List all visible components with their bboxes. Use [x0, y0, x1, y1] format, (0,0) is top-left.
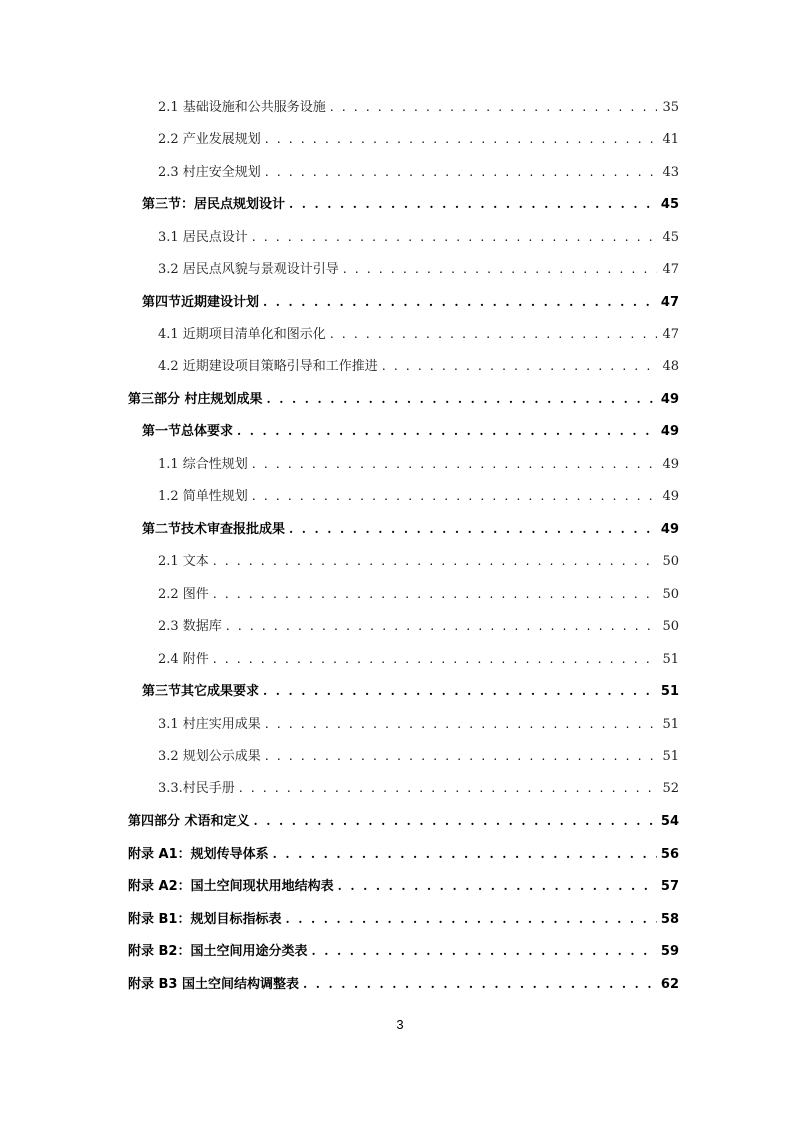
- toc-entry-title: 第三节：居民点规划设计: [142, 197, 286, 212]
- toc-entry-page: 51: [662, 749, 679, 764]
- dot-leader: [330, 324, 657, 344]
- toc-entry[interactable]: [128, 941, 679, 961]
- toc-entry-page: 57: [660, 879, 679, 894]
- toc-entry[interactable]: [158, 227, 679, 247]
- toc-entry[interactable]: [142, 519, 679, 539]
- toc-entry[interactable]: [158, 714, 679, 734]
- toc-entry-title: 第一节总体要求: [142, 424, 234, 439]
- toc-entry-title: 3.1 村庄实用成果: [158, 717, 261, 732]
- toc-entry[interactable]: [128, 876, 679, 896]
- toc-entry-title: 4.2 近期建设项目策略引导和工作推进: [158, 359, 378, 374]
- dot-leader: [289, 519, 657, 539]
- dot-leader: [285, 909, 656, 929]
- dot-leader: [226, 616, 657, 636]
- dot-leader: [273, 844, 657, 864]
- dot-leader: [237, 421, 657, 441]
- toc-entry[interactable]: [158, 162, 679, 182]
- toc-entry-title: 第二节技术审查报批成果: [142, 522, 286, 537]
- toc-entry-title: 第四节近期建设计划: [142, 295, 260, 310]
- toc-entry-page: 56: [660, 847, 679, 862]
- toc-entry-title: 附录 A2：国土空间现状用地结构表: [128, 879, 334, 894]
- toc-entry-title: 3.1 居民点设计: [158, 230, 248, 245]
- toc-entry[interactable]: [142, 292, 679, 312]
- toc-entry-title: 第三节其它成果要求: [142, 684, 260, 699]
- dot-leader: [303, 974, 657, 994]
- toc-entry-title: 附录 A1：规划传导体系: [128, 847, 269, 862]
- toc-entry-page: 50: [662, 619, 679, 634]
- dot-leader: [267, 389, 657, 409]
- toc-entry-page: 49: [660, 392, 679, 407]
- dot-leader: [265, 162, 657, 182]
- toc-entry-page: 62: [660, 977, 679, 992]
- toc-entry[interactable]: [158, 259, 679, 279]
- toc-entry-title: 附录 B3 国土空间结构调整表: [128, 977, 300, 992]
- toc-entry-title: 2.4 附件: [158, 652, 209, 667]
- toc-entry-title: 2.1 基础设施和公共服务设施: [158, 100, 326, 115]
- toc-entry-title: 第三部分 村庄规划成果: [128, 392, 263, 407]
- dot-leader: [213, 649, 657, 669]
- toc-entry-page: 45: [660, 197, 679, 212]
- toc-entry-page: 50: [662, 554, 679, 569]
- toc-entry-page: 41: [662, 132, 679, 147]
- toc-entry-page: 51: [660, 684, 679, 699]
- toc-entry-page: 59: [660, 944, 679, 959]
- toc-entry[interactable]: [128, 909, 679, 929]
- toc-entry[interactable]: [158, 746, 679, 766]
- toc-entry[interactable]: [128, 389, 679, 409]
- dot-leader: [338, 876, 657, 896]
- toc-entry-title: 3.2 规划公示成果: [158, 749, 261, 764]
- dot-leader: [263, 681, 657, 701]
- toc-entry[interactable]: [128, 974, 679, 994]
- toc-entry-title: 3.2 居民点风貌与景观设计引导: [158, 262, 339, 277]
- toc-entry-title: 第四部分 术语和定义: [128, 814, 250, 829]
- dot-leader: [252, 486, 657, 506]
- toc-entry[interactable]: [158, 551, 679, 571]
- dot-leader: [265, 746, 657, 766]
- toc-entry[interactable]: [158, 324, 679, 344]
- page-number: 3: [396, 1017, 404, 1032]
- dot-leader: [265, 129, 657, 149]
- toc-entry-page: 54: [660, 814, 679, 829]
- toc-entry-title: 2.3 村庄安全规划: [158, 165, 261, 180]
- toc-entry[interactable]: [158, 778, 679, 798]
- toc-entry-page: 45: [662, 230, 679, 245]
- toc-entry-page: 51: [662, 652, 679, 667]
- toc-entry-title: 4.1 近期项目清单化和图示化: [158, 327, 326, 342]
- toc-entry-page: 49: [660, 522, 679, 537]
- toc-entry-title: 1.1 综合性规划: [158, 457, 248, 472]
- toc-entry[interactable]: [158, 454, 679, 474]
- dot-leader: [252, 227, 657, 247]
- dot-leader: [311, 941, 656, 961]
- dot-leader: [382, 356, 657, 376]
- dot-leader: [213, 551, 657, 571]
- toc-entry[interactable]: [158, 616, 679, 636]
- toc-entry-page: 50: [662, 587, 679, 602]
- dot-leader: [239, 778, 657, 798]
- toc-entry-page: 35: [662, 100, 679, 115]
- toc-entry-page: 47: [662, 327, 679, 342]
- toc-entry-title: 3.3.村民手册: [158, 781, 235, 796]
- toc-entry-title: 2.3 数据库: [158, 619, 222, 634]
- toc-entry[interactable]: [158, 129, 679, 149]
- toc-entry-page: 49: [662, 457, 679, 472]
- toc-entry-title: 1.2 简单性规划: [158, 489, 248, 504]
- toc-entry[interactable]: [158, 97, 679, 117]
- dot-leader: [343, 259, 657, 279]
- toc-entry[interactable]: [128, 811, 679, 831]
- toc-entry[interactable]: [142, 681, 679, 701]
- toc-entry-page: 51: [662, 717, 679, 732]
- toc-entry-title: 2.2 图件: [158, 587, 209, 602]
- toc-entry-page: 43: [662, 165, 679, 180]
- dot-leader: [330, 97, 657, 117]
- toc-entry-page: 52: [662, 781, 679, 796]
- dot-leader: [254, 811, 657, 831]
- toc-entry-page: 47: [660, 295, 679, 310]
- toc-entry[interactable]: [158, 356, 679, 376]
- dot-leader: [213, 584, 657, 604]
- toc-entry-page: 47: [662, 262, 679, 277]
- toc-entry-title: 2.2 产业发展规划: [158, 132, 261, 147]
- toc-entry-page: 48: [662, 359, 679, 374]
- toc-entry[interactable]: [158, 584, 679, 604]
- toc-entry-page: 49: [660, 424, 679, 439]
- toc-entry-page: 49: [662, 489, 679, 504]
- toc-entry-page: 58: [660, 912, 679, 927]
- toc-entry[interactable]: [158, 649, 679, 669]
- toc-entry-title: 附录 B1：规划目标指标表: [128, 912, 282, 927]
- toc-entry[interactable]: [142, 194, 679, 214]
- toc-entry[interactable]: [128, 844, 679, 864]
- dot-leader: [263, 292, 657, 312]
- dot-leader: [289, 194, 657, 214]
- toc-entry-title: 附录 B2：国土空间用途分类表: [128, 944, 308, 959]
- dot-leader: [252, 454, 657, 474]
- toc-entry[interactable]: [142, 421, 679, 441]
- toc-entry[interactable]: [158, 486, 679, 506]
- dot-leader: [265, 714, 657, 734]
- toc-entry-title: 2.1 文本: [158, 554, 209, 569]
